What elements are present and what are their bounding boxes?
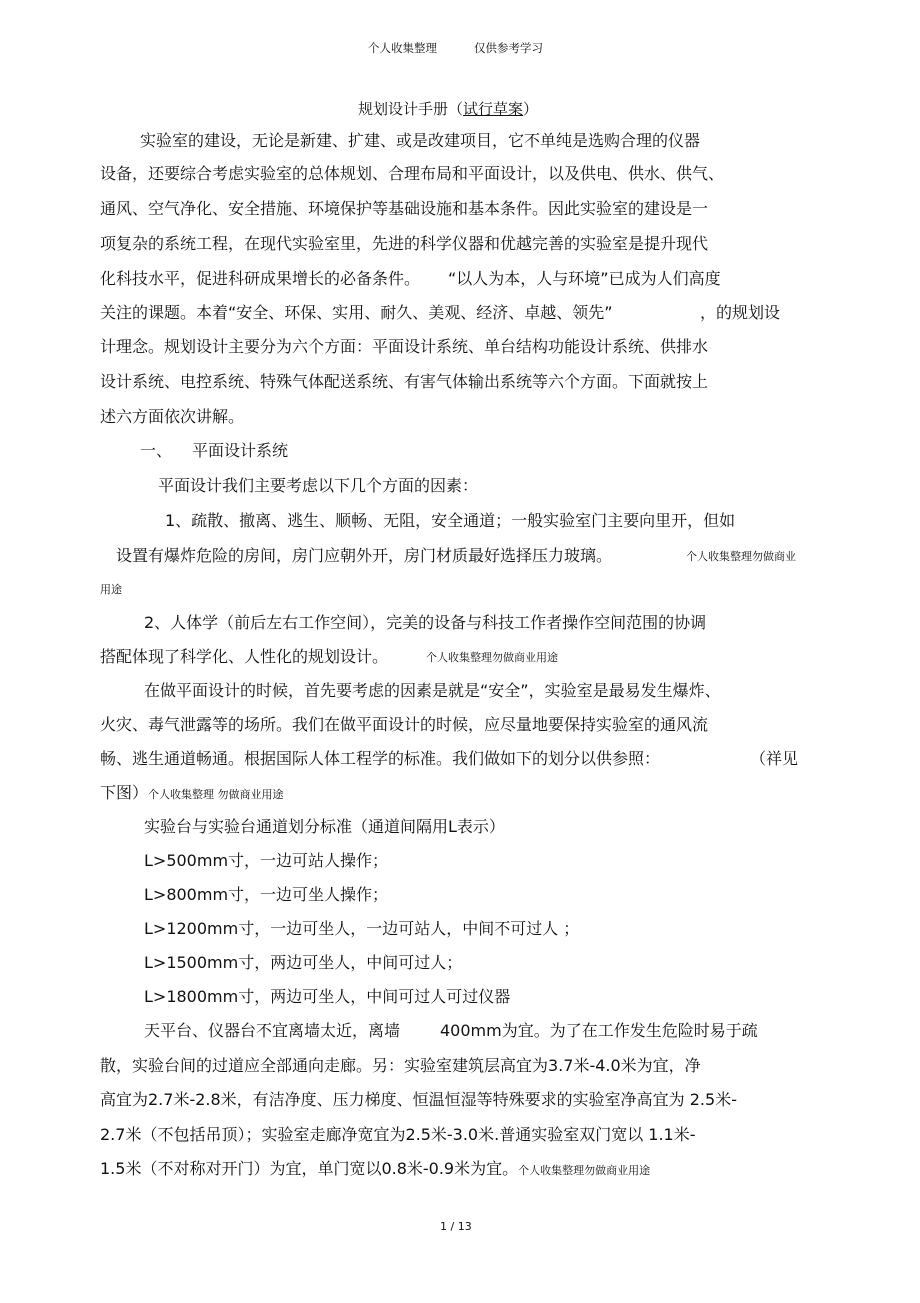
item-2-line-2: 搭配体现了科学化、人性化的规划设计。 (100, 647, 389, 666)
intro-line-7: 计理念。规划设计主要分为六个方面：平面设计系统、单台结构功能设计系统、供排水 (100, 337, 709, 356)
intro-line-6b: ，的规划设 (700, 303, 781, 322)
intro-line-5b: “以人为本，人与环境”已成为人们高度 (448, 269, 721, 288)
para-4-line-5 (100, 1158, 650, 1182)
para-4-line-5-text: 1.5米（不对称对开门）为宜，单门宽以0.8米-0.9米为宜。 (100, 1159, 519, 1178)
watermark-note: 个人收集整理 勿做商业用途 (148, 788, 284, 801)
watermark-note-cont: 用途 (100, 583, 122, 596)
para-4-line-3: 高宜为2.7米-2.8米，有洁净度、压力梯度、恒温恒湿等特殊要求的实验室净高宜为 2.5米- (100, 1090, 737, 1109)
header-left: 个人收集整理 (368, 41, 437, 55)
para-4-line-4: 2.7米（不包括吊顶）；实验室走廊净宽宜为2.5米-3.0米.普通实验室双门宽以 1.1米- (100, 1125, 696, 1144)
item-2-line-1: 2、人体学（前后左右工作空间），完美的设备与科技工作者操作空间范围的协调 (144, 613, 707, 632)
intro-line-3: 通风、空气净化、安全措施、环境保护等基础设施和基本条件。因此实验室的建设是一 (100, 199, 709, 218)
title-main: 规划设计手册（ (358, 100, 464, 118)
standard-item: L>800mm寸，一边可坐人操作； (144, 885, 389, 904)
section-lead: 平面设计我们主要考虑以下几个方面的因素： (158, 476, 479, 495)
para-3-line-1: 在做平面设计的时候，首先要考虑的因素是就是“安全”，实验室是最易发生爆炸、 (144, 681, 721, 700)
watermark-note: 个人收集整理勿做商业 (686, 550, 796, 563)
para-4-line-1a: 天平台、仪器台不宜离墙太近，离墙 (144, 1021, 401, 1040)
watermark-note: 个人收集整理勿做商业用途 (426, 651, 558, 664)
para-3-line-4 (100, 782, 284, 806)
para-4-line-2: 散，实验台间的过道应全部通向走廊。另：实验室建筑层高宜为3.7米-4.0米为宜，净 (100, 1056, 701, 1075)
standards-title: 实验台与实验台通道划分标准（通道间隔用L表示） (144, 817, 505, 836)
title-draft: 试行草案 (463, 100, 524, 118)
para-3-line-3: 畅、逃生通道畅通。根据国际人体工程学的标准。我们做如下的划分以供参照： (100, 749, 661, 768)
standard-item: L>1800mm寸，两边可坐人，中间可过人可过仪器 (144, 987, 511, 1006)
para-4-line-1b: 400mm为宜。为了在工作发生危险时易于疏 (440, 1021, 758, 1040)
standard-item: L>1200mm寸，一边可坐人，一边可站人，中间不可过人 ； (144, 919, 580, 938)
item-1-line-2: 设置有爆炸危险的房间，房门应朝外开，房门材质最好选择压力玻璃。 (116, 546, 613, 565)
intro-line-2: 设备，还要综合考虑实验室的总体规划、合理布局和平面设计，以及供电、供水、供气、 (100, 164, 725, 183)
watermark-note: 个人收集整理勿做商业用途 (518, 1164, 651, 1177)
title-close: ） (523, 100, 539, 118)
standard-item: L>1500mm寸，两边可坐人，中间可过人； (144, 953, 463, 972)
intro-line-8: 设计系统、电控系统、特殊气体配送系统、有害气体输出系统等六个方面。下面就按上 (100, 372, 709, 391)
intro-line-5a: 化科技水平，促进科研成果增长的必备条件。 (100, 269, 421, 288)
intro-line-1: 实验室的建设，无论是新建、扩建、或是改建项目，它不单纯是选购合理的仪器 (140, 131, 701, 150)
para-3-fig-ref: 下图） (100, 783, 149, 802)
intro-line-6a: 关注的课题。本着“安全、环保、实用、耐久、美观、经济、卓越、领先” (100, 303, 613, 322)
header-right: 仅供参考学习 (474, 41, 543, 55)
standard-item: L>500mm寸，一边可站人操作； (144, 851, 389, 870)
para-3-line-2: 火灾、毒气泄露等的场所。我们在做平面设计的时候，应尽量地要保持实验室的通风流 (100, 715, 709, 734)
section-number: 一、 (140, 441, 173, 460)
page-number: 1 / 13 (440, 1220, 472, 1233)
section-title: 平面设计系统 (192, 441, 289, 460)
page-title (358, 98, 538, 119)
para-3-line-3-end: （祥见 (750, 749, 799, 768)
intro-line-4: 项复杂的系统工程，在现代实验室里，先进的科学仪器和优越完善的实验室是提升现代 (100, 234, 709, 253)
intro-line-9: 述六方面依次讲解。 (100, 407, 245, 426)
item-1-line-1: 1、疏散、撤离、逃生、顺畅、无阻，安全通道；一般实验室门主要向里开，但如 (165, 511, 736, 530)
